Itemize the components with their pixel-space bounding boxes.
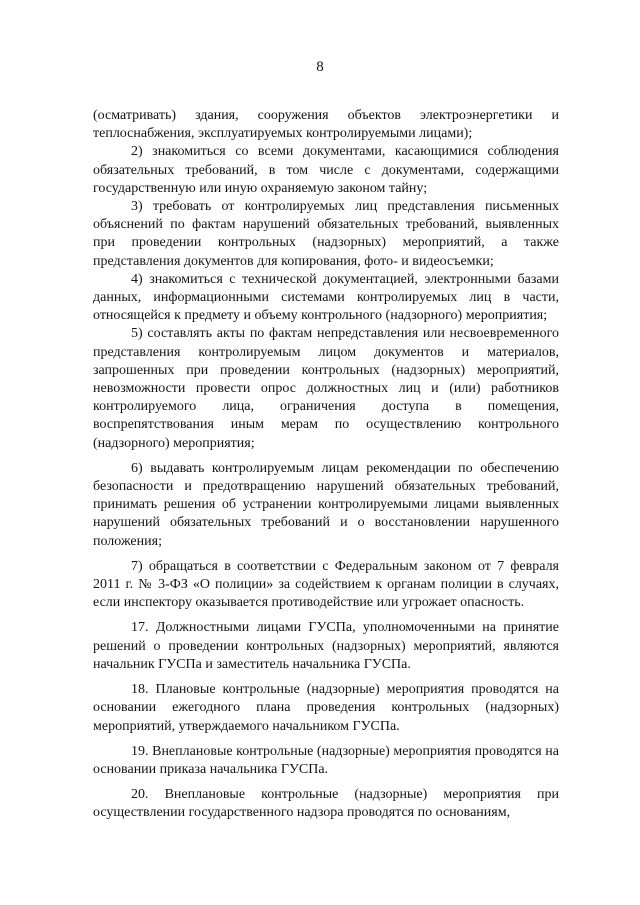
body-text [93, 107, 559, 823]
clause-20: 20. Внеплановые контрольные (надзорные) мероприятия при осуществлении государственного надзора проводятся по основаниям, [93, 787, 559, 821]
list-item-2: 2) знакомиться со всеми документами, касающимися соблюдения обязательных требований, в том числе с документами, содержащими государственную или иную охраняемую законом тайну; [93, 144, 559, 196]
list-item-5: 5) составлять акты по фактам непредставления или несвоевременного представления контролируемым лицом документов и материалов, запрошенных при проведении контрольных (надзорных) мероприятий, невозможности провести опрос должностных лиц и (или) работников контролируемого лица, ограничения доступа в помещения, воспрепятствования иным мерам по осуществлению контрольного (надзорного) мероприятия; [93, 326, 559, 451]
list-item-3: 3) требовать от контролируемых лиц представления письменных объяснений по фактам нарушений обязательных требований, выявленных при проведении контрольных (надзорных) мероприятий, а также представления документов для копирования, фото- и видеосъемки; [93, 199, 559, 269]
list-item-4: 4) знакомиться с технической документацией, электронными базами данных, информационными системами контролируемых лиц в части, относящейся к предмету и объему контрольного (надзорного) мероприятия; [93, 271, 559, 324]
clause-19: 19. Внеплановые контрольные (надзорные) мероприятия проводятся на основании приказа начальника ГУСПа. [93, 743, 559, 777]
clause-18: 18. Плановые контрольные (надзорные) мероприятия проводятся на основании ежегодного плана проведения контрольных (надзорных) мероприятий, утверждаемого начальником ГУСПа. [93, 682, 559, 734]
list-item-6: 6) выдавать контролируемым лицам рекомендации по обеспечению безопасности и предотвращению нарушений обязательных требований, принимать решения об устранении контролируемыми лицами выявленных нарушений обязательных требований и о восстановлении нарушенного положения; [93, 460, 559, 549]
list-item-7: 7) обращаться в соответствии с Федеральным законом от 7 февраля 2011 г. № 3-ФЗ «О полиции» за содействием к органам полиции в случаях, если инспектору оказывается противодействие или угрожает опасность. [93, 558, 559, 611]
clause-17: 17. Должностными лицами ГУСПа, уполномоченными на принятие решений о проведении контрольных (надзорных) мероприятий, являются начальник ГУСПа и заместитель начальника ГУСПа. [93, 620, 559, 672]
page-number: 8 [316, 59, 324, 75]
paragraph-continuation: (осматривать) здания, сооружения объектов электроэнергетики и теплоснабжения, эксплуатируемых контролируемыми лицами); [93, 108, 559, 142]
